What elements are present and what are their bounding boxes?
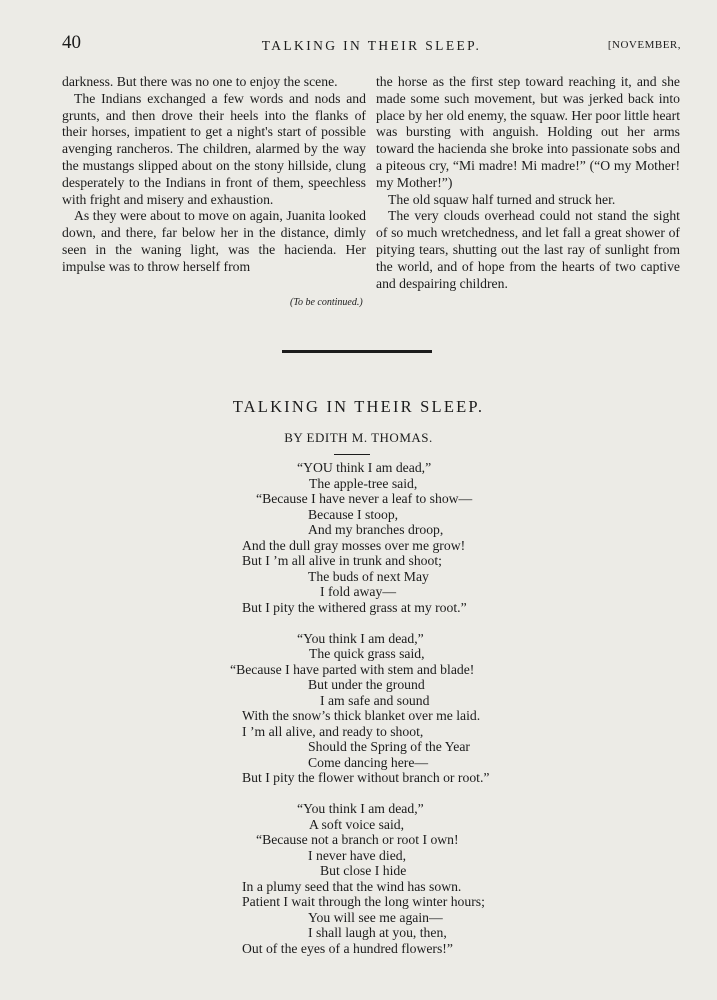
poem-line: “You think I am dead,” bbox=[297, 630, 424, 646]
poem-line: “Because I have parted with stem and blade! bbox=[230, 661, 475, 677]
poem-line: And the dull gray mosses over me grow! bbox=[242, 537, 466, 553]
poem-line: In a plumy seed that the wind has sown. bbox=[242, 878, 462, 894]
poem-line: Come dancing here— bbox=[308, 754, 429, 770]
poem-line: I never have died, bbox=[308, 847, 407, 863]
section-divider bbox=[282, 350, 432, 353]
story-paragraph: The Indians exchanged a few words and nods and grunts, and then drove their heels into the flanks of their horses, impatient to get a night's start of possible avenging rancheros. The children, alarmed by the way the mustangs slipped about on the stony hillside, clung desperately to the Indians in front of them, speechless with fright and misery and exhaustion. bbox=[62, 90, 366, 207]
poem-line: A soft voice said, bbox=[309, 816, 405, 832]
poem-title: TALKING IN THEIR SLEEP. bbox=[232, 397, 485, 416]
poem-line: But I pity the flower without branch or root.” bbox=[242, 770, 490, 785]
poem-line: Patient I wait through the long winter hours; bbox=[242, 894, 485, 909]
running-month: [NOVEMBER, bbox=[607, 39, 681, 51]
running-title: TALKING IN THEIR SLEEP. bbox=[261, 38, 482, 53]
poem-line: Should the Spring of the Year bbox=[308, 739, 470, 754]
poem-line: With the snow’s thick blanket over me laid. bbox=[242, 708, 481, 723]
story-paragraph: The old squaw half turned and struck her. bbox=[388, 191, 616, 207]
poem-line: Because I stoop, bbox=[308, 506, 399, 522]
page-number: 40 bbox=[62, 32, 81, 53]
poem-line: I am safe and sound bbox=[320, 692, 430, 708]
byline-rule bbox=[334, 454, 370, 455]
story-paragraph: As they were about to move on again, Juanita looked down, and there, far below her in the distance, dimly seen in the waning light, was the hacienda. Her impulse was to throw herself from bbox=[62, 208, 366, 274]
running-head bbox=[62, 32, 681, 58]
story-paragraph: The very clouds overhead could not stand the sight of so much wretchedness, and let fall a great shower of pitying tears, shutting out the last ray of sunlight from the world, and of hope from the hearts of two captive and despairing children. bbox=[376, 208, 680, 291]
poem-line: I fold away— bbox=[320, 584, 397, 599]
poem-byline: BY EDITH M. THOMAS. bbox=[284, 430, 433, 445]
poem-line: “Because not a branch or root I own! bbox=[256, 832, 459, 847]
poem-line: But under the ground bbox=[308, 677, 425, 692]
story-right-column bbox=[376, 74, 680, 292]
poem-line: The buds of next May bbox=[308, 568, 429, 584]
story-paragraph: darkness. But there was no one to enjoy the scene. bbox=[62, 74, 338, 89]
poem-line: The apple-tree said, bbox=[309, 475, 418, 491]
poem-line: You will see me again— bbox=[308, 909, 443, 925]
poem-line: “Because I have never a leaf to show— bbox=[256, 491, 473, 506]
poem-line: But I pity the withered grass at my root.” bbox=[242, 599, 467, 615]
poem-line: “You think I am dead,” bbox=[297, 801, 424, 816]
poem-line: Out of the eyes of a hundred flowers!” bbox=[242, 940, 453, 956]
poem-line: I shall laugh at you, then, bbox=[308, 925, 447, 940]
poem-line: The quick grass said, bbox=[309, 646, 425, 661]
poem-line: And my branches droop, bbox=[308, 522, 444, 537]
poem-line: But close I hide bbox=[320, 863, 407, 878]
poem-line: But I ’m all alive in trunk and shoot; bbox=[242, 553, 442, 568]
to-be-continued-note: (To be continued.) bbox=[290, 297, 363, 308]
poem-line: “YOU think I am dead,” bbox=[297, 460, 432, 475]
story-columns bbox=[62, 74, 680, 314]
poem-line: I ’m all alive, and ready to shoot, bbox=[242, 723, 424, 739]
story-left-column bbox=[62, 74, 366, 276]
story-paragraph: the horse as the first step toward reaching it, and she made some such movement, but was jerked back into place by her old enemy, the squaw. Her poor little heart was bursting with anguish. Holding out her arms toward the hacienda she broke into passionate sobs and a piteous cry, “Mi madre! Mi madre!” (“O my Mother! my Mother!”) bbox=[376, 74, 680, 190]
